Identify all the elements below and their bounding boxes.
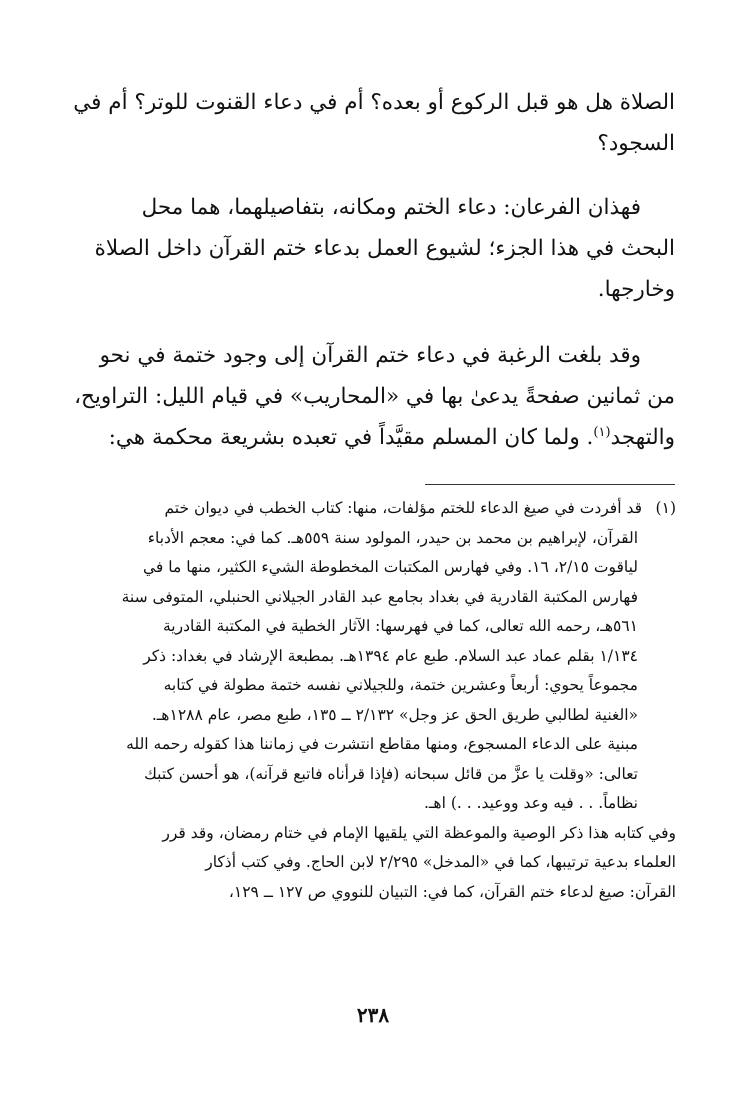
paragraph-2: [60, 187, 675, 310]
footnote-line: فهارس المكتبة القادرية في بغداد بجامع عبد القادر الجيلاني الحنبلي، المتوفى سنة: [121, 587, 638, 606]
text-line: وقد بلغت الرغبة في دعاء ختم القرآن إلى وجود ختمة في نحو: [99, 343, 641, 368]
footnote-line: ١/١٣٤ بقلم عماد عبد السلام. طبع عام ١٣٩٤هـ. بمطبعة الإرشاد في بغداد: ذكر: [143, 646, 638, 665]
text-line: فهذان الفرعان: دعاء الختم ومكانه، بتفاصيلهما، هما محل: [141, 195, 641, 220]
text-line: [60, 417, 675, 458]
paragraph-1: [60, 82, 675, 164]
paragraph-3: [60, 335, 675, 458]
footnote-marker: (١): [655, 499, 676, 517]
text-fragment: . ولما كان المسلم مقيَّداً في تعبده بشريعة محكمة هي:: [108, 425, 594, 450]
footnote-line: العلماء بدعية ترتيبها، كما في «المدخل» ٢/٢٩٥ لابن الحاج. وفي كتب أذكار: [205, 853, 676, 871]
footnote-line: مجموعاً يحوي: أربعاً وعشرين ختمة، وللجيلاني نفسه ختمة مطولة في كتابه: [163, 676, 638, 694]
footnote-line: القرآن: صيغ لدعاء ختم القرآن، كما في: التبيان للنووي ص ١٢٧ ــ ١٢٩،: [228, 882, 676, 901]
footnote-line: نظاماً. . . فيه وعد ووعيد. . .) اهـ.: [423, 794, 638, 812]
footnote-reference[interactable]: (١): [593, 424, 611, 440]
page-number: ٢٣٨: [356, 1003, 390, 1027]
footnote-line: ٥٦١هـ، رحمه الله تعالى، كما في فهرسها: الآثار الخطية في المكتبة القادرية: [163, 617, 638, 635]
footnote-line: مبنية على الدعاء المسجوع، ومنها مقاطع انتشرت في زماننا هذا كقوله رحمه الله: [126, 735, 638, 753]
text-line: البحث في هذا الجزء؛ لشيوع العمل بدعاء ختم القرآن داخل الصلاة: [94, 236, 675, 261]
footnote-line: «الغنية لطالبي طريق الحق عز وجل» ٢/١٣٢ ــ ١٣٥، طبع مصر، عام ١٢٨٨هـ.: [151, 705, 638, 724]
footnote-text: قد أفردت في صيغ الدعاء للختم مؤلفات، منها: كتاب الخطب في ديوان ختم: [164, 499, 642, 517]
footnote-line: [64, 494, 676, 524]
text-line: السجود؟: [597, 131, 675, 156]
footnote-line: لياقوت ٢/١٥، ١٦. وفي فهارس المكتبات المخطوطة الشيء الكثير، منها ما في: [143, 558, 638, 576]
footnote-separator: [425, 484, 675, 485]
text-line: الصلاة هل هو قبل الركوع أو بعده؟ أم في دعاء القنوت للوتر؟ أم في: [73, 90, 675, 115]
footnote-line: وفي كتابه هذا ذكر الوصية والموعظة التي يلقيها الإمام في ختام رمضان، وقد قرر: [162, 823, 676, 842]
footnotes: [64, 494, 676, 907]
text-fragment: والتهجد: [610, 425, 675, 450]
text-line: وخارجها.: [597, 277, 675, 302]
text-line: من ثمانين صفحةً يدعىٰ بها في «المحاريب» في قيام الليل: التراويح،: [74, 384, 675, 409]
footnote-line: تعالى: «وقلت يا عزَّ من قائل سبحانه (فإذا قرأناه فاتبع قرآنه)، هو أحسن كتبك: [144, 764, 638, 783]
footnote-line: القرآن، لإبراهيم بن محمد بن حيدر، المولود سنة ٥٥٩هـ. كما في: معجم الأدباء: [147, 528, 638, 547]
